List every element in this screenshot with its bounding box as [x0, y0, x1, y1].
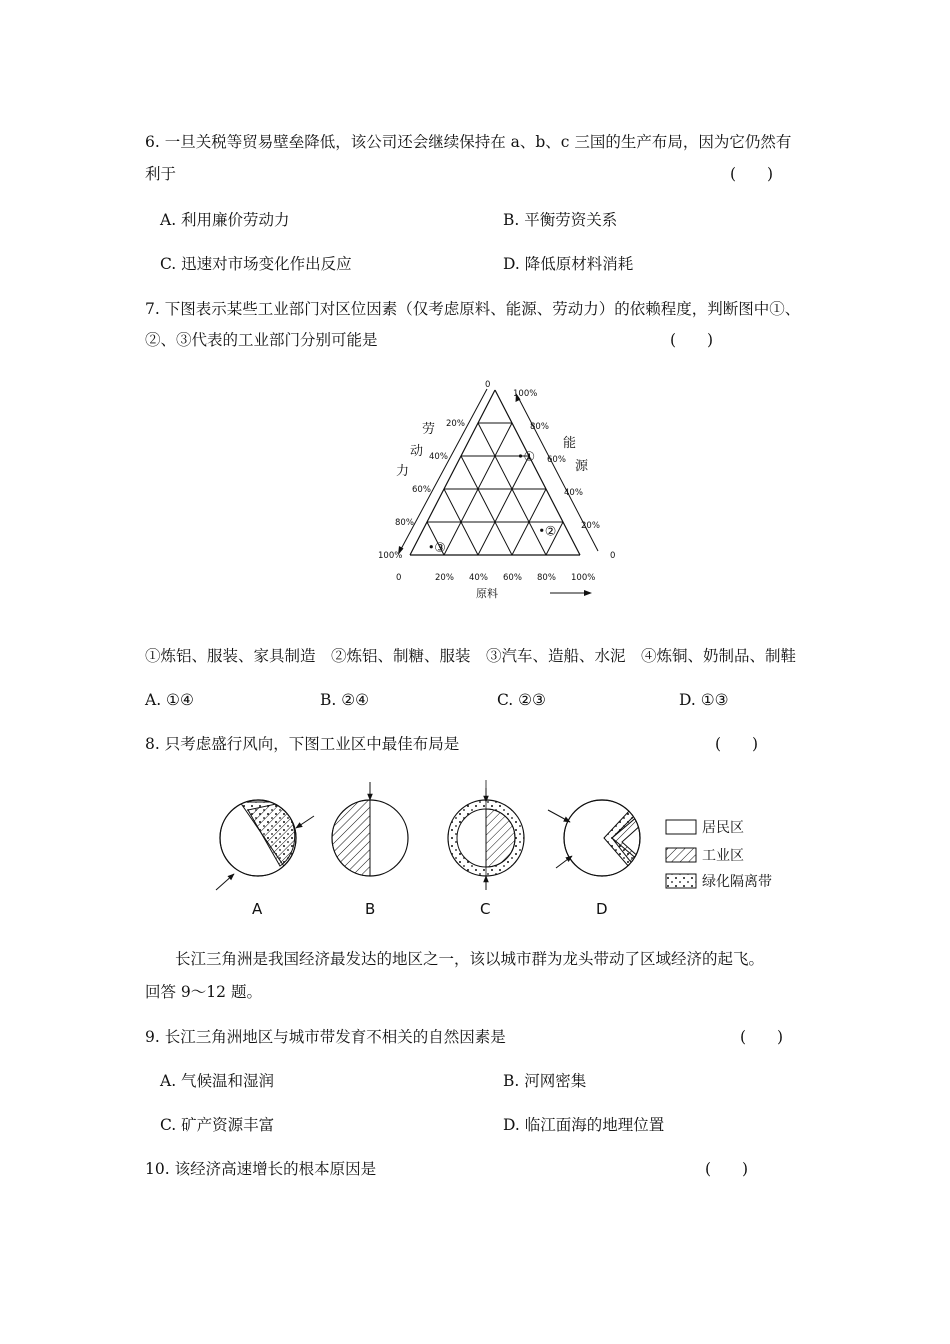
left-tick-label: 20% [446, 419, 465, 429]
legend-industrial-label: 工业区 [702, 848, 744, 864]
layout-a [216, 800, 314, 918]
layout-c [448, 780, 524, 918]
left-tick-label: 40% [429, 452, 448, 462]
left-tick-label: 80% [395, 518, 414, 528]
q8-stem: 8. 只考虑盛行风向，下图工业区中最佳布局是 [145, 735, 460, 753]
q7-stem-line1: 7. 下图表示某些工业部门对区位因素（仅考虑原料、能源、劳动力）的依赖程度，判断图中①、 [145, 300, 801, 318]
grid-line [495, 390, 580, 555]
data-point-label-2: ② [544, 524, 557, 540]
legend [666, 820, 772, 890]
legend-residential-swatch [666, 820, 696, 834]
q9-option-c: C. 矿产资源丰富 [160, 1116, 275, 1134]
grid-line [410, 390, 495, 555]
q7-choices: ①炼铝、服装、家具制造 ②炼铝、制糖、服装 ③汽车、造船、水泥 ④炼铜、奶制品、制鞋 [145, 647, 797, 665]
data-point-label-1: ① [523, 450, 536, 465]
q6-stem-line2: 利于 [145, 165, 177, 183]
right-tick-label: 20% [581, 521, 600, 531]
labor-label-3: 力 [396, 464, 410, 479]
left-tick-label: 0 [485, 380, 491, 390]
grid-line [461, 456, 512, 555]
labor-label-2: 动 [410, 444, 424, 459]
q6-answer-paren: ( ) [730, 165, 774, 183]
q10-answer-paren: ( ) [705, 1160, 749, 1178]
layout-diagram [210, 780, 790, 924]
q7-answer-paren: ( ) [670, 331, 714, 349]
q6-option-b: B. 平衡劳资关系 [503, 211, 618, 229]
q6-option-d: D. 降低原材料消耗 [503, 255, 634, 273]
layout-b [332, 782, 408, 918]
layout-d [548, 800, 642, 918]
q9-answer-paren: ( ) [740, 1028, 784, 1046]
q9-stem: 9. 长江三角洲地区与城市带发育不相关的自然因素是 [145, 1028, 506, 1046]
q9-option-a: A. 气候温和湿润 [160, 1072, 275, 1090]
q6-stem-line1: 6. 一旦关税等贸易壁垒降低，该公司还会继续保持在 a、b、c 三国的生产布局，因为它仍然有 [145, 133, 792, 151]
energy-label-2: 源 [575, 459, 589, 474]
data-point-3 [430, 545, 433, 548]
q9-option-d: D. 临江面海的地理位置 [503, 1116, 665, 1134]
grid-line [478, 456, 529, 555]
right-tick-label: 60% [547, 455, 566, 465]
right-tick-label: 80% [530, 422, 549, 432]
label-d: D [596, 900, 608, 918]
left-tick-label: 100% [378, 551, 403, 561]
bottom-tick-label: 0 [396, 573, 402, 583]
bottom-tick-label: 80% [537, 573, 556, 583]
data-point-1 [519, 454, 522, 457]
bottom-tick-label: 100% [571, 573, 596, 583]
q7-stem-line2: ②、③代表的工业部门分别可能是 [145, 331, 378, 349]
right-tick-label: 100% [513, 389, 538, 399]
q6-option-c: C. 迅速对市场变化作出反应 [160, 255, 352, 273]
q7-option-c: C. ②③ [497, 691, 546, 709]
bottom-tick-label: 40% [469, 573, 488, 583]
left-tick-label: 60% [412, 485, 431, 495]
tick-labels [378, 380, 615, 583]
q7-option-b: B. ②④ [320, 691, 370, 709]
q9-option-b: B. 河网密集 [503, 1072, 587, 1090]
label-b: B [365, 900, 376, 918]
legend-residential-label: 居民区 [702, 820, 744, 836]
bottom-tick-label: 20% [435, 573, 454, 583]
intro-line1: 长江三角洲是我国经济最发达的地区之一，该以城市群为龙头带动了区域经济的起飞。 [175, 950, 765, 968]
q7-option-a: A. ①④ [145, 691, 194, 709]
bottom-tick-label: 60% [503, 573, 522, 583]
label-c: C [480, 900, 491, 918]
labor-label-1: 劳 [422, 422, 436, 437]
right-tick-label: 0 [610, 551, 616, 561]
q10-stem: 10. 该经济高速增长的根本原因是 [145, 1160, 377, 1178]
legend-green-belt-swatch [666, 874, 696, 888]
label-a: A [252, 900, 263, 918]
q6-option-a: A. 利用廉价劳动力 [160, 211, 290, 229]
right-tick-label: 40% [564, 488, 583, 498]
legend-industrial-swatch [666, 848, 696, 862]
q8-answer-paren: ( ) [715, 735, 759, 753]
ternary-svg [370, 375, 616, 605]
layout-svg [210, 780, 790, 920]
data-points [430, 450, 557, 556]
q7-option-d: D. ①③ [679, 691, 729, 709]
data-point-2 [540, 529, 543, 532]
data-point-label-3: ③ [434, 540, 446, 556]
legend-green-belt-label: 绿化隔离带 [702, 874, 772, 890]
energy-label-1: 能 [563, 436, 577, 451]
material-arrow-icon [584, 590, 592, 596]
intro-line2: 回答 9～12 题。 [145, 983, 262, 1001]
material-label: 原料 [476, 587, 498, 600]
ternary-diagram [370, 375, 616, 609]
